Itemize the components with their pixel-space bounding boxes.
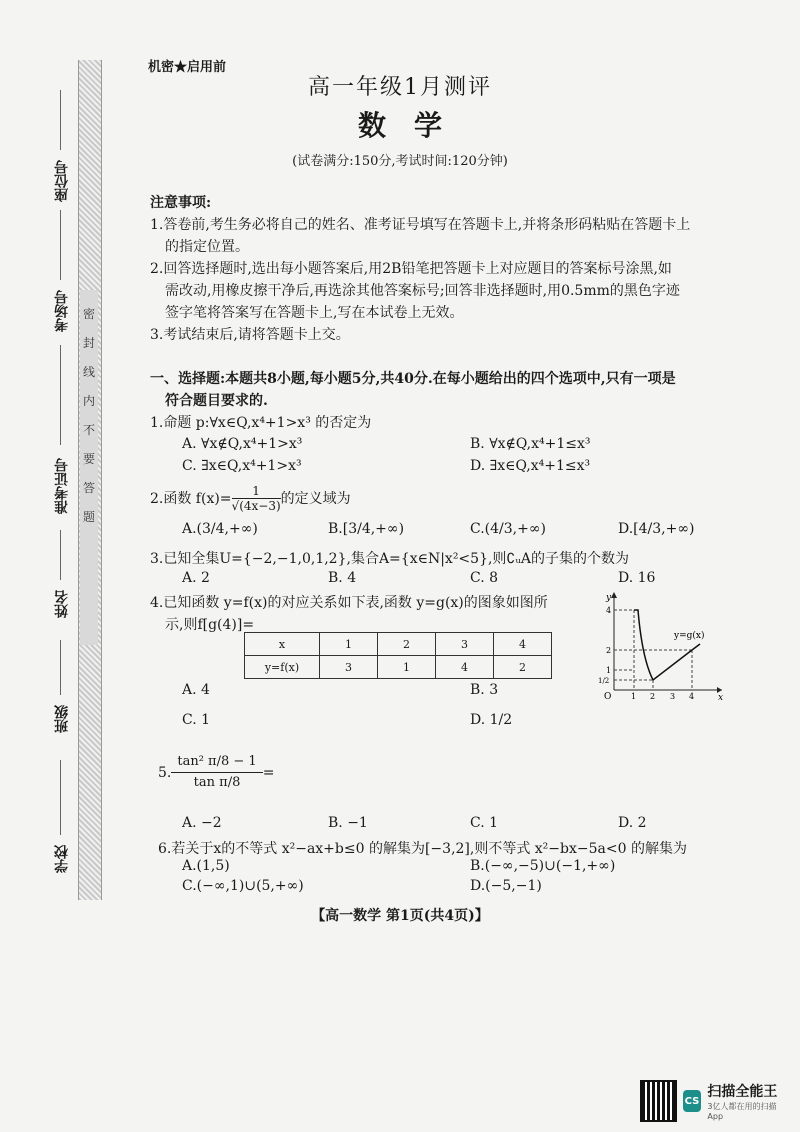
seal-text xyxy=(80,300,98,532)
note-2-cont2: 签字笔将答案写在答题卡上,写在本试卷上无效。 xyxy=(165,305,464,321)
note-1: 1.答卷前,考生务必将自己的姓名、准考证号填写在答题卡上,并将条形码粘贴在答题卡上 xyxy=(150,217,691,233)
table-cell: 4 xyxy=(494,633,552,656)
table-row xyxy=(245,633,552,656)
q3-option-b: B. 4 xyxy=(328,570,357,586)
y-axis-arrow xyxy=(611,592,617,598)
table-row xyxy=(245,656,552,679)
q2-stem-pre: 2.函数 f(x)= xyxy=(150,490,232,507)
q4-table xyxy=(244,632,552,679)
x-axis-label: x xyxy=(718,693,724,700)
q4-option-c: C. 1 xyxy=(182,712,211,728)
exam-id-label: 准考证号 xyxy=(54,458,70,514)
exam-id-line xyxy=(60,345,61,445)
exam-title: 高一年级1月测评 xyxy=(308,75,492,100)
section-heading: 一、选择题:本题共8小题,每小题5分,共40分.在每小题给出的四个选项中,只有一项是 xyxy=(150,371,676,387)
q5-option-b: B. −1 xyxy=(328,815,368,831)
q3-stem: 3.已知全集U={−2,−1,0,1,2},集合A={x∈N|x²<5},则∁ᵤA的子集的个数为 xyxy=(150,551,630,567)
x-tick: 2 xyxy=(650,692,656,700)
y-tick: 4 xyxy=(606,606,612,615)
note-1-cont: 的指定位置。 xyxy=(165,239,249,255)
q5-fraction xyxy=(171,752,262,793)
watermark-brand: 扫描全能王 xyxy=(707,1084,778,1100)
room-line xyxy=(60,210,61,280)
seal-char: 封 xyxy=(82,336,95,350)
q4-option-b: B. 3 xyxy=(470,682,499,698)
confidential-mark: 机密★启用前 xyxy=(148,60,227,75)
x-tick: 1 xyxy=(631,692,637,700)
q2-stem-post: 的定义域为 xyxy=(280,490,351,507)
name-line xyxy=(60,530,61,580)
seal-char: 要 xyxy=(82,452,95,466)
q1-option-a: A. ∀x∉Q,x⁴+1>x³ xyxy=(182,436,303,452)
q1-option-d: D. ∃x∈Q,x⁴+1≤x³ xyxy=(470,458,591,474)
q2-option-b: B.[3/4,+∞) xyxy=(328,521,405,537)
q6-option-b: B.(−∞,−5)∪(−1,+∞) xyxy=(470,858,616,874)
table-cell: 1 xyxy=(378,656,436,679)
q2-fraction xyxy=(232,484,281,513)
watermark-tagline: 3亿人都在用的扫描App xyxy=(707,1102,777,1121)
q6-stem: 6.若关于x的不等式 x²−ax+b≤0 的解集为[−3,2],则不等式 x²−bx−5a<0 的解集为 xyxy=(158,841,687,857)
q6-option-c: C.(−∞,1)∪(5,+∞) xyxy=(182,878,304,894)
exam-info: (试卷满分:150分,考试时间:120分钟) xyxy=(292,154,508,169)
table-cell: 1 xyxy=(320,633,378,656)
page-footer: 【高一数学 第1页(共4页)】 xyxy=(311,908,489,924)
room-label: 考场号 xyxy=(54,290,70,332)
y-tick: 1 xyxy=(606,666,612,675)
seal-char: 题 xyxy=(82,510,95,524)
q1-stem: 1.命题 p:∀x∈Q,x⁴+1>x³ 的否定为 xyxy=(150,415,372,431)
q2-numerator: 1 xyxy=(232,484,281,499)
table-cell: y=f(x) xyxy=(245,656,320,679)
y-tick: 2 xyxy=(606,646,612,655)
q3-option-c: C. 8 xyxy=(470,570,499,586)
q4-option-d: D. 1/2 xyxy=(470,712,513,728)
curve-label: y=g(x) xyxy=(674,631,705,641)
q4-option-a: A. 4 xyxy=(182,682,210,698)
q5-option-a: A. −2 xyxy=(182,815,222,831)
table-cell: 2 xyxy=(494,656,552,679)
class-line xyxy=(60,640,61,695)
table-cell: 3 xyxy=(436,633,494,656)
qr-code-icon xyxy=(640,1080,677,1122)
x-tick: 3 xyxy=(670,692,676,700)
q5-numerator: tan² π/8 − 1 xyxy=(171,752,262,773)
q5-suffix: = xyxy=(262,764,275,781)
seal-char: 答 xyxy=(82,481,95,495)
q3-option-d: D. 16 xyxy=(618,570,656,586)
school-label: 学校 xyxy=(54,845,70,873)
q2-denominator: √(4x−3) xyxy=(231,499,281,513)
table-cell: 4 xyxy=(436,656,494,679)
g-curve xyxy=(634,610,700,680)
q5-prefix: 5. xyxy=(158,764,172,781)
q5-denominator: tan π/8 xyxy=(193,775,241,790)
table-cell: 3 xyxy=(320,656,378,679)
seat-label: 座位号 xyxy=(54,160,70,202)
school-line xyxy=(60,760,61,835)
seal-char: 线 xyxy=(82,365,95,379)
note-3: 3.考试结束后,请将答题卡上交。 xyxy=(150,327,350,343)
name-label: 姓名 xyxy=(54,590,70,618)
q4-stem: 4.已知函数 y=f(x)的对应关系如下表,函数 y=g(x)的图象如图所 xyxy=(150,595,548,611)
q2-stem xyxy=(150,484,351,513)
q5-stem xyxy=(158,752,274,793)
y-tick: 1/2 xyxy=(598,677,610,685)
subject-title: 数学 xyxy=(357,109,470,142)
q2-option-d: D.[4/3,+∞) xyxy=(618,521,695,537)
q6-option-a: A.(1,5) xyxy=(182,858,230,874)
notes-heading: 注意事项: xyxy=(150,195,212,211)
class-label: 班级 xyxy=(54,705,70,733)
seal-char: 密 xyxy=(82,307,95,321)
table-cell: x xyxy=(245,633,320,656)
section-heading-cont: 符合题目要求的. xyxy=(165,393,268,409)
q1-option-c: C. ∃x∈Q,x⁴+1>x³ xyxy=(182,458,302,474)
x-tick: 4 xyxy=(689,692,695,700)
seal-char: 内 xyxy=(82,394,95,408)
q2-option-a: A.(3/4,+∞) xyxy=(182,521,258,537)
q5-option-c: C. 1 xyxy=(470,815,499,831)
q6-option-d: D.(−5,−1) xyxy=(470,878,542,894)
q1-option-b: B. ∀x∉Q,x⁴+1≤x³ xyxy=(470,436,591,452)
q2-option-c: C.(4/3,+∞) xyxy=(470,521,546,537)
q4-graph xyxy=(592,588,732,700)
origin-label: O xyxy=(604,692,612,700)
q5-option-d: D. 2 xyxy=(618,815,647,831)
note-2: 2.回答选择题时,选出每小题答案后,用2B铅笔把答题卡上对应题目的答案标号涂黑,如 xyxy=(150,261,672,277)
q3-option-a: A. 2 xyxy=(182,570,210,586)
table-cell: 2 xyxy=(378,633,436,656)
scanner-watermark xyxy=(640,1080,780,1122)
y-axis-label: y xyxy=(606,593,612,603)
seal-char: 不 xyxy=(82,423,95,437)
note-2-cont: 需改动,用橡皮擦干净后,再选涂其他答案标号;回答非选择题时,用0.5mm的黑色字迹 xyxy=(165,283,680,299)
cs-logo-icon: CS xyxy=(683,1090,702,1112)
q4-stem-cont: 示,则f[g(4)]= xyxy=(165,617,255,633)
